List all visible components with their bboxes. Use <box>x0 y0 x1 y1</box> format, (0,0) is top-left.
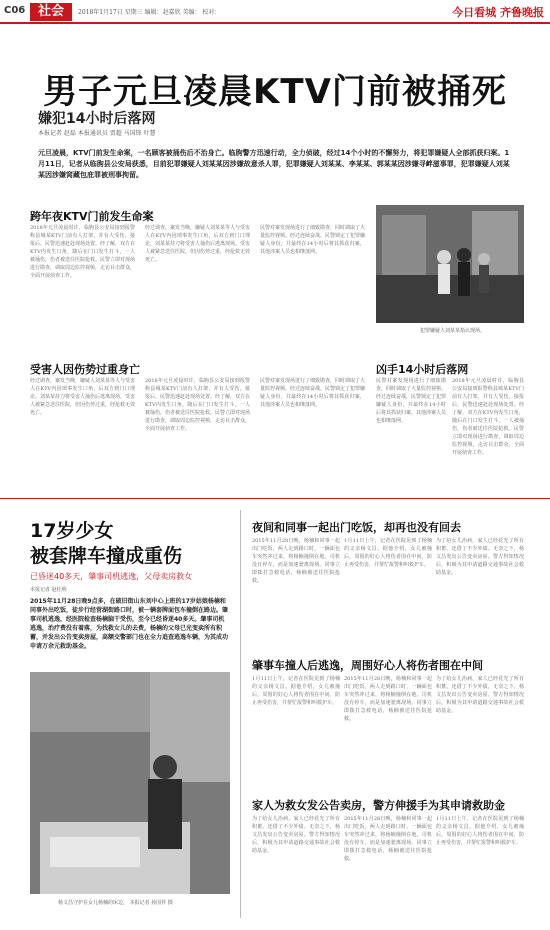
section-label: 社会 <box>30 3 72 21</box>
bottom-body2-col1: 1月11日上午，记者在医院见到了杨楠的父亲杨文昌。据他介绍，女儿被撞后，周围的好心人将伤者围在中间，防止再受伤害，并帮忙报警和叫救护车。 <box>252 676 340 706</box>
bottom-summary: 2015年11月28日晚9点多，在破旧街山东刘中心上班的17岁姑娘杨楠和同事外出吃饭，徒步行经营湖街路口时，被一辆套牌面包车撞倒在路边。肇事司机逃逸，经医院检查杨楠脑干受伤，至今已经昏迷40多天。肇事司机逃逸，治疗费没有着落，为找救女儿的去费，杨楠的父母已光变卖所有积蓄，并发出公告变卖房屋，高额交警部门也在全力追查逃逸车辆，为其成功申请万余元救助基金。 <box>30 598 229 650</box>
top-body3-col2: 2018年元旦凌晨时许，临朐县公安局接到报警称县城某KTV门前有人打架，并有人受伤。接报后，民警迅速赶赴现场处置。经了解，双方在KTV内发生口角，随后在门口发生打斗，一人被捅伤，伤者被送往医院抢救。民警立即对现场进行勘查，调取周边监控视频，走访目击群众，全面开展侦查工作。 <box>452 378 524 456</box>
top-section3-title: 凶手14小时后落网 <box>376 363 469 376</box>
top-headline: 男子元旦凌晨KTV门前被捅死 <box>43 72 507 112</box>
story-divider <box>0 498 550 499</box>
top-photo-caption: 犯罪嫌疑人刘某某指认现场。 <box>420 328 486 334</box>
top-photo <box>376 205 524 323</box>
column-rule <box>240 510 241 918</box>
top-body-col1: 2018年元旦凌晨时许，临朐县公安局接到报警称县城某KTV门前有人打架，并有人受伤。接报后，民警迅速赶赴现场处置。经了解，双方在KTV内发生口角，随后在门口发生打斗，一人被捅伤，伤者被送往医院抢救。民警立即对现场进行勘查，调取周边监控视频，走访目击群众，全面开展侦查工作。 <box>30 225 135 279</box>
top-lead: 元旦凌晨，KTV门前发生命案，一名顾客被捅伤后不治身亡。临朐警方迅速行动，全力侦破，经过14个小时的不懈努力，将犯罪嫌疑人全部抓获归案。1月11日，记者从临朐县公安局获悉，目前犯罪嫌疑人刘某某因涉嫌故意杀人罪，犯罪嫌疑人刘某某、李某某、郭某某因涉嫌寻衅滋事罪，犯罪嫌疑人刘某某因涉嫌窝藏包庇罪被刑事拘留。 <box>38 149 510 179</box>
bottom-photo-caption: 杨文昌守护在女儿杨楠的床边。 本报记者 孙国祥 摄 <box>58 900 173 906</box>
top-section1-title: 跨年夜KTV门前发生命案 <box>30 210 154 223</box>
bottom-subhead: 已昏迷40多天，肇事司机逃逸，父母卖房救女 <box>30 572 193 581</box>
top-body-col3: 民警对案发现场进行了细致勘查，同时调取了大量监控视频。经过连续奋战，民警锁定了犯罪嫌疑人身份，并最终在14小时后将其抓获归案，其他涉案人员也相继落网。 <box>260 225 365 255</box>
page-number: C06 <box>4 5 26 16</box>
bottom-body3-col3: 1月11日上午，记者在医院见到了杨楠的父亲杨文昌。据他介绍，女儿被撞后，周围的好心人将伤者围在中间，防止再受伤害，并帮忙报警和叫救护车。 <box>436 816 524 846</box>
bottom-byline: 本报记者 赵松明 <box>30 587 67 593</box>
bottom-body2-col2: 2015年11月28日晚，杨楠和同事一起出门吃饭，两人走到路口时，一辆面包车突然冲过来，将杨楠撞倒在地。司机没有停车，而是加速驶离现场。同事立即拨打急救电话，杨楠被送往医院抢救。 <box>344 676 432 722</box>
bottom-photo-image <box>30 672 230 894</box>
bottom-body1-col2: 1月11日上午，记者在医院见到了杨楠的父亲杨文昌。据他介绍，女儿被撞后，周围的好心人将伤者围在中间，防止再受伤害，并帮忙报警和叫救护车。 <box>344 538 432 568</box>
bottom-section2-title: 肇事车撞人后逃逸，周围好心人将伤者围在中间 <box>252 659 483 672</box>
bottom-section3-title: 家人为救女发公告卖房，警方伸援手为其申请救助金 <box>252 799 505 812</box>
bottom-photo <box>30 672 230 894</box>
bottom-body3-col1: 为了给女儿治病，家人已经花光了所有积蓄，还借了不少外债。无奈之下，杨文昌发出公告变卖房屋。警方得知情况后，积极为其申请道路交通事故社会救助基金。 <box>252 816 340 854</box>
bottom-section1-title: 夜间和同事一起出门吃饭，却再也没有回去 <box>252 521 461 534</box>
top-section2-title: 受害人因伤势过重身亡 <box>30 363 140 376</box>
bottom-body1-col1: 2015年11月28日晚，杨楠和同事一起出门吃饭，两人走到路口时，一辆面包车突然冲过来，将杨楠撞倒在地。司机没有停车，而是加速驶离现场。同事立即拨打急救电话，杨楠被送往医院抢救。 <box>252 538 340 584</box>
top-body-col2: 经过调查，案发当晚，嫌疑人刘某某等人与受害人在KTV内因琐事发生口角，后双方到门口理论，刘某某持刀将受害人捅伤后逃离现场。受害人被紧急送往医院，但因伤势过重，经抢救无效死亡。 <box>145 225 250 263</box>
top-byline: 本报记者 赵磊 本报通讯员 贾超 马国锋 叶慧 <box>38 130 156 137</box>
bottom-body3-col2: 2015年11月28日晚，杨楠和同事一起出门吃饭，两人走到路口时，一辆面包车突然冲过来，将杨楠撞倒在地。司机没有停车，而是加速驶离现场。同事立即拨打急救电话，杨楠被送往医院抢救。 <box>344 816 432 862</box>
bottom-body2-col3: 为了给女儿治病，家人已经花光了所有积蓄，还借了不少外债。无奈之下，杨文昌发出公告变卖房屋。警方得知情况后，积极为其申请道路交通事故社会救助基金。 <box>436 676 524 714</box>
top-body2-col1: 经过调查，案发当晚，嫌疑人刘某某等人与受害人在KTV内因琐事发生口角，后双方到门口理论，刘某某持刀将受害人捅伤后逃离现场。受害人被紧急送往医院，但因伤势过重，经抢救无效死亡。 <box>30 378 135 416</box>
top-body2-col2: 2018年元旦凌晨时许，临朐县公安局接到报警称县城某KTV门前有人打架，并有人受伤。接报后，民警迅速赶赴现场处置。经了解，双方在KTV内发生口角，随后在门口发生打斗，一人被捅伤，伤者被送往医院抢救。民警立即对现场进行勘查，调取周边监控视频，走访目击群众，全面开展侦查工作。 <box>145 378 250 432</box>
top-photo-image <box>376 205 524 323</box>
bottom-body1-col3: 为了给女儿治病，家人已经花光了所有积蓄，还借了不少外债。无奈之下，杨文昌发出公告变卖房屋。警方得知情况后，积极为其申请道路交通事故社会救助基金。 <box>436 538 524 576</box>
header-info: 2018年1月17日 星期三 编辑：赵嘉欣 美编： 校对： <box>78 9 221 16</box>
newspaper-logo: 今日看城 齐鲁晚报 <box>452 6 544 19</box>
top-body3-col1: 民警对案发现场进行了细致勘查，同时调取了大量监控视频。经过连续奋战，民警锁定了犯罪嫌疑人身份，并最终在14小时后将其抓获归案，其他涉案人员也相继落网。 <box>376 378 446 424</box>
top-subhead: 嫌犯14小时后落网 <box>38 111 156 127</box>
bottom-headline: 17岁少女 被套牌车撞成重伤 <box>30 520 183 567</box>
top-body2-col3: 民警对案发现场进行了细致勘查，同时调取了大量监控视频。经过连续奋战，民警锁定了犯罪嫌疑人身份，并最终在14小时后将其抓获归案，其他涉案人员也相继落网。 <box>260 378 365 408</box>
